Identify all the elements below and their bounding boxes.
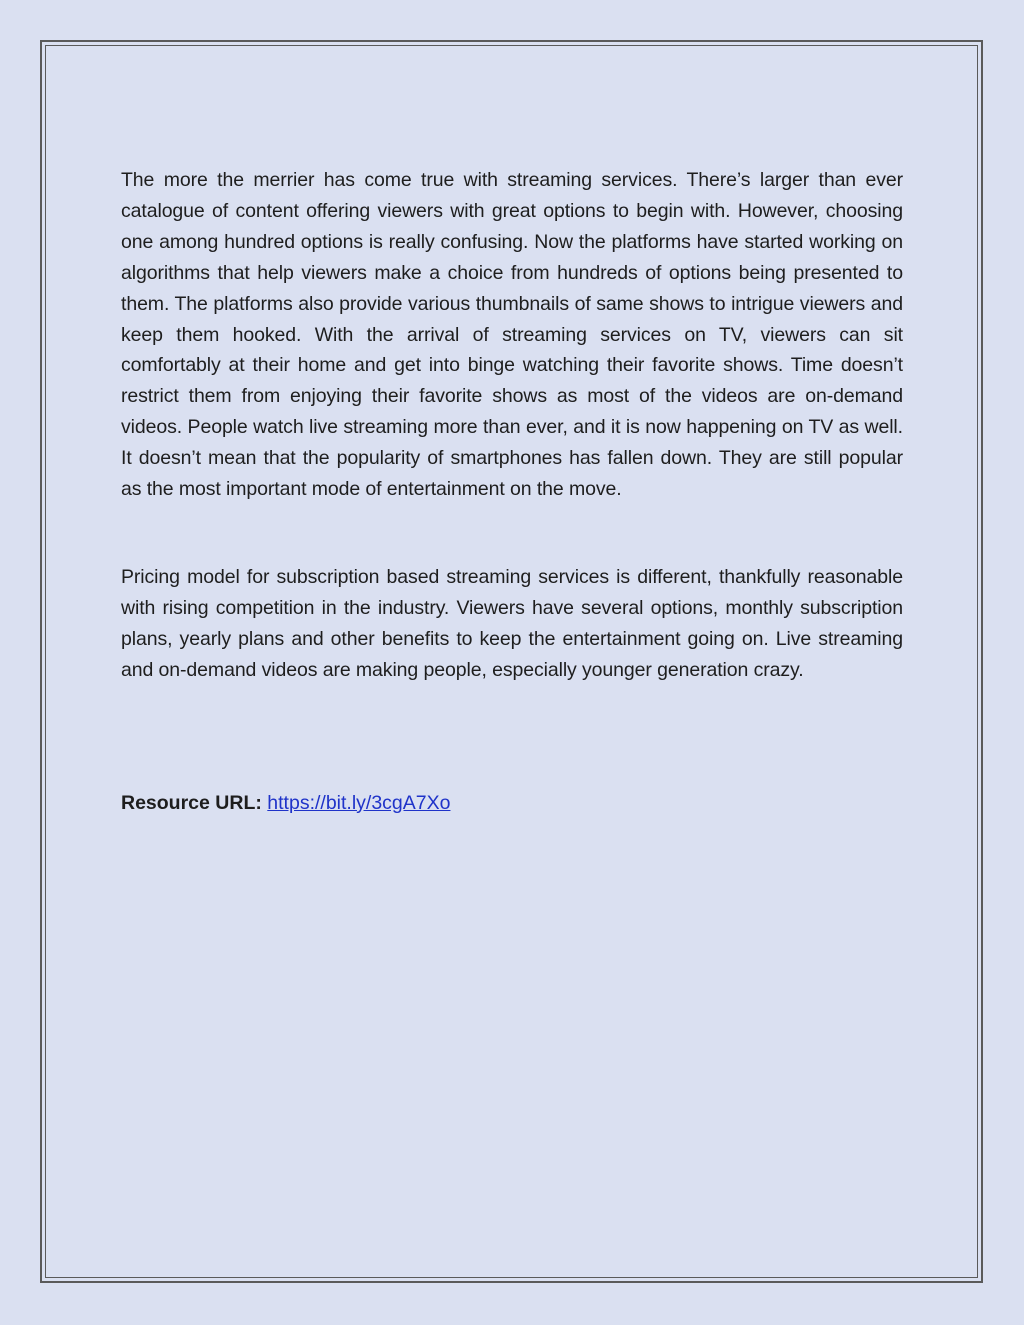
- document-body: [121, 165, 903, 819]
- resource-label: Resource URL:: [121, 791, 262, 814]
- paragraph-pricing: Pricing model for subscription based streaming services is different, thankfully reasonable with rising competition in the industry. Viewers have several options, monthly subscription plans, yearly plans and other benefits to keep the entertainment going on. Live streaming and on-demand videos are making people, especially younger generation crazy.: [121, 565, 903, 681]
- resource-link[interactable]: https://bit.ly/3cgA7Xo: [267, 791, 451, 814]
- resource-line: [121, 788, 903, 819]
- paragraph-intro: The more the merrier has come true with streaming services. There’s larger than ever catalogue of content offering viewers with great options to begin with. However, choosing one among hundred options is really confusing. Now the platforms have started working on algorithms that help viewers make a choice from hundreds of options being presented to them. The platforms also provide various thumbnails of same shows to intrigue viewers and keep them hooked. With the arrival of streaming services on TV, viewers can sit comfortably at their home and get into binge watching their favorite shows. Time doesn’t restrict them from enjoying their favorite shows as most of the videos are on-demand videos. People watch live streaming more than ever, and it is now happening on TV as well. It doesn’t mean that the popularity of smartphones has fallen down. They are still popular as the most important mode of entertainment on the move.: [121, 169, 903, 501]
